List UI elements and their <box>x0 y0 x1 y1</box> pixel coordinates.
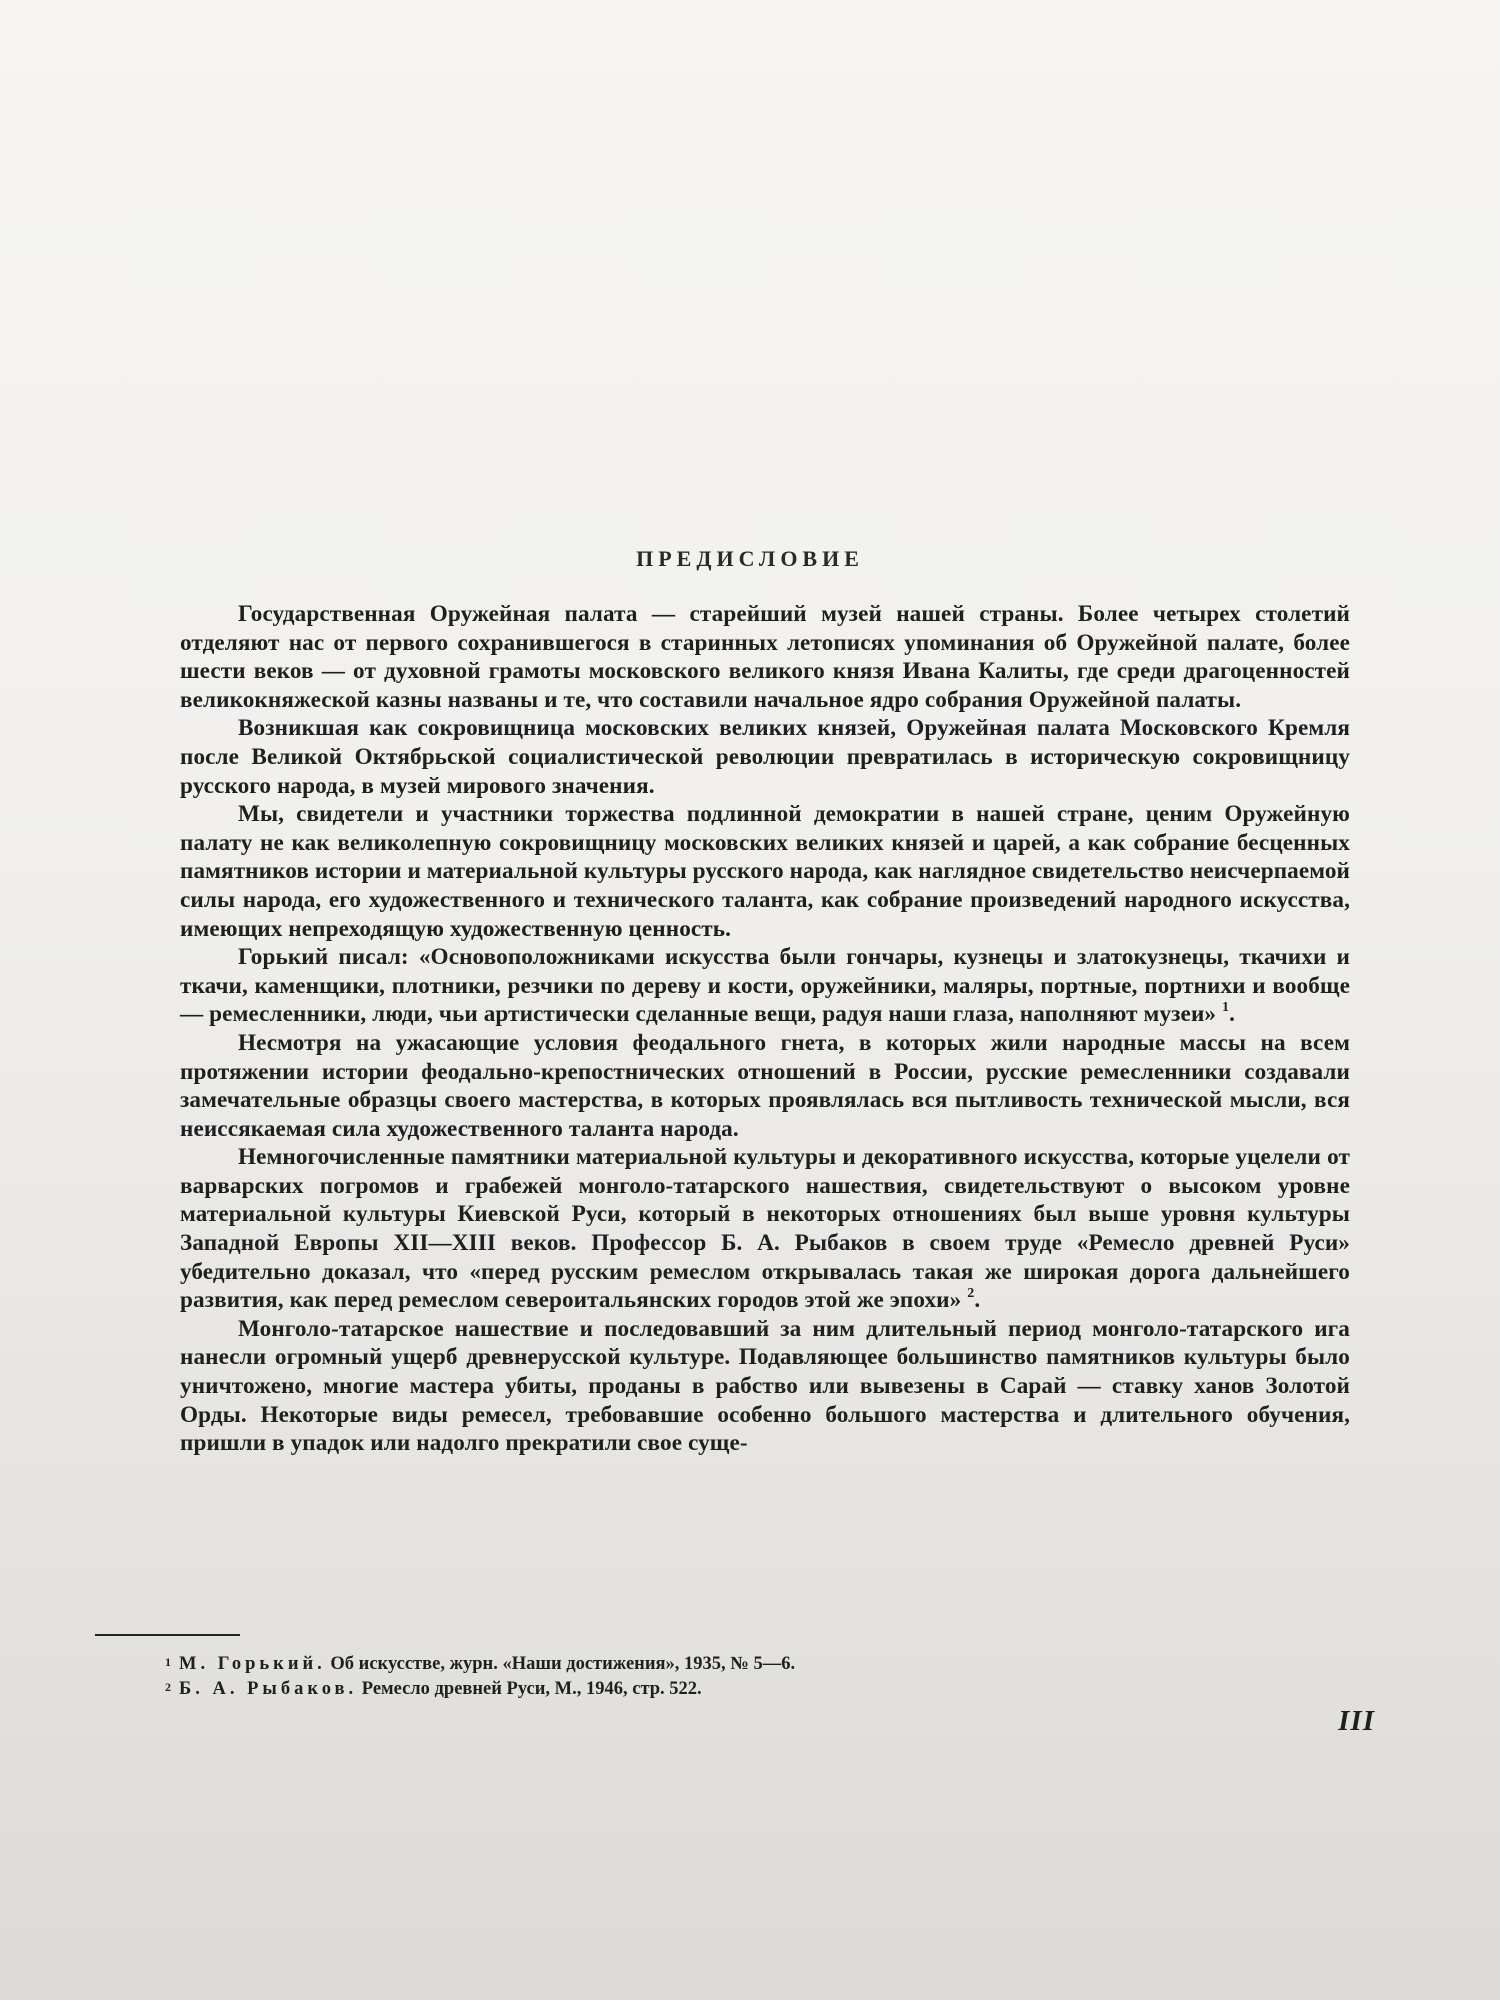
footnote-ref: 2 <box>967 1285 975 1301</box>
footnote-author: М. Горький. <box>179 1654 326 1674</box>
paragraph-rybakov-quote <box>180 1143 1350 1315</box>
paragraph: Государственная Оружейная палата — старейший музей нашей страны. Более четырех столетий отделяют нас от первого сохранившегося в старинных летописях упоминания об Оружейной палате, более шести веков — от духовной грамоты московского великого князя Ивана Калиты, где среди драгоценностей великокняжеской казны названы и те, что составили начальное ядро собрания Оружейной палаты. <box>180 601 1350 713</box>
footnote-text: Об искусстве, журн. «Наши достижения», 1935, № 5—6. <box>330 1654 796 1674</box>
footnote-divider <box>95 1634 240 1636</box>
footnote-author: Б. А. Рыбаков. <box>179 1679 358 1699</box>
preface-body <box>180 600 1350 1458</box>
gorky-quote-text: Горький писал: «Основоположниками искусства были гончары, кузнецы и златокузнецы, ткачихи и ткачи, каменщики, плотники, резчики по дереву и кости, оружейники, маляры, портные, портнихи и вообще — ремесленники, люди, чьи артистически сделанные вещи, радуя наши глаза, наполняют музеи» <box>180 944 1350 1028</box>
footnote-text: Ремесло древней Руси, М., 1946, стр. 522. <box>361 1679 702 1699</box>
paragraph-gorky-quote <box>180 943 1350 1029</box>
page-number: III <box>1338 1705 1375 1737</box>
page-title: ПРЕДИСЛОВИЕ <box>636 546 864 571</box>
sentence-end: . <box>974 1287 981 1314</box>
rybakov-quote-text: Немногочисленные памятники материальной культуры и декоративного искусства, которые уцелели от варварских погромов и грабежей монголо-татарского нашествия, свидетельствуют о высоком уровне материальной культуры Киевской Руси, который в некоторых отношениях был выше уровня культуры Западной Европы XII—XIII веков. Профессор Б. А. Рыбаков в своем труде «Ремесло древней Руси» убедительно доказал, что «перед русским ремеслом открывалась такая же широкая дорога дальнейшего развития, как перед ремеслом североитальянских городов этой же эпохи» <box>180 1144 1350 1314</box>
sentence-end: . <box>1229 1001 1236 1028</box>
footnote-number: 2 <box>165 1680 171 1694</box>
footnotes <box>165 1652 1165 1702</box>
footnote-ref: 1 <box>1222 999 1230 1015</box>
footnote <box>165 1677 1165 1702</box>
paragraph: Монголо-татарское нашествие и последовавший за ним длительный период монголо-татарского ига нанесли огромный ущерб древнерусской культуре. Подавляющее большинство памятников культуры было уничтожено, многие мастера убиты, проданы в рабство или вывезены в Сарай — ставку ханов Золотой Орды. Некоторые виды ремесел, требовавшие особенно большого мастерства и длительного обучения, пришли в упадок или надолго прекратили свое суще- <box>180 1315 1350 1457</box>
footnote-number: 1 <box>165 1655 171 1669</box>
paragraph: Возникшая как сокровищница московских великих князей, Оружейная палата Московского Кремля после Великой Октябрьской социалистической революции превратилась в историческую сокровищницу русского народа, в музей мирового значения. <box>180 715 1350 799</box>
paragraph: Несмотря на ужасающие условия феодального гнета, в которых жили народные массы на всем протяжении истории феодально-крепостнических отношений в России, русские ремесленники создавали замечательные образцы своего мастерства, в которых проявлялась вся пытливость технической мысли, вся неиссякаемая сила художественного таланта народа. <box>180 1029 1350 1142</box>
paragraph: Мы, свидетели и участники торжества подлинной демократии в нашей стране, ценим Оружейную палату не как великолепную сокровищницу московских великих князей и царей, а как собрание бесценных памятников истории и материальной культуры русского народа, как наглядное свидетельство неисчерпаемой силы народа, его художественного и технического таланта, как собрание произведений народного искусства, имеющих непреходящую художественную ценность. <box>180 801 1350 942</box>
footnote <box>165 1652 1165 1677</box>
